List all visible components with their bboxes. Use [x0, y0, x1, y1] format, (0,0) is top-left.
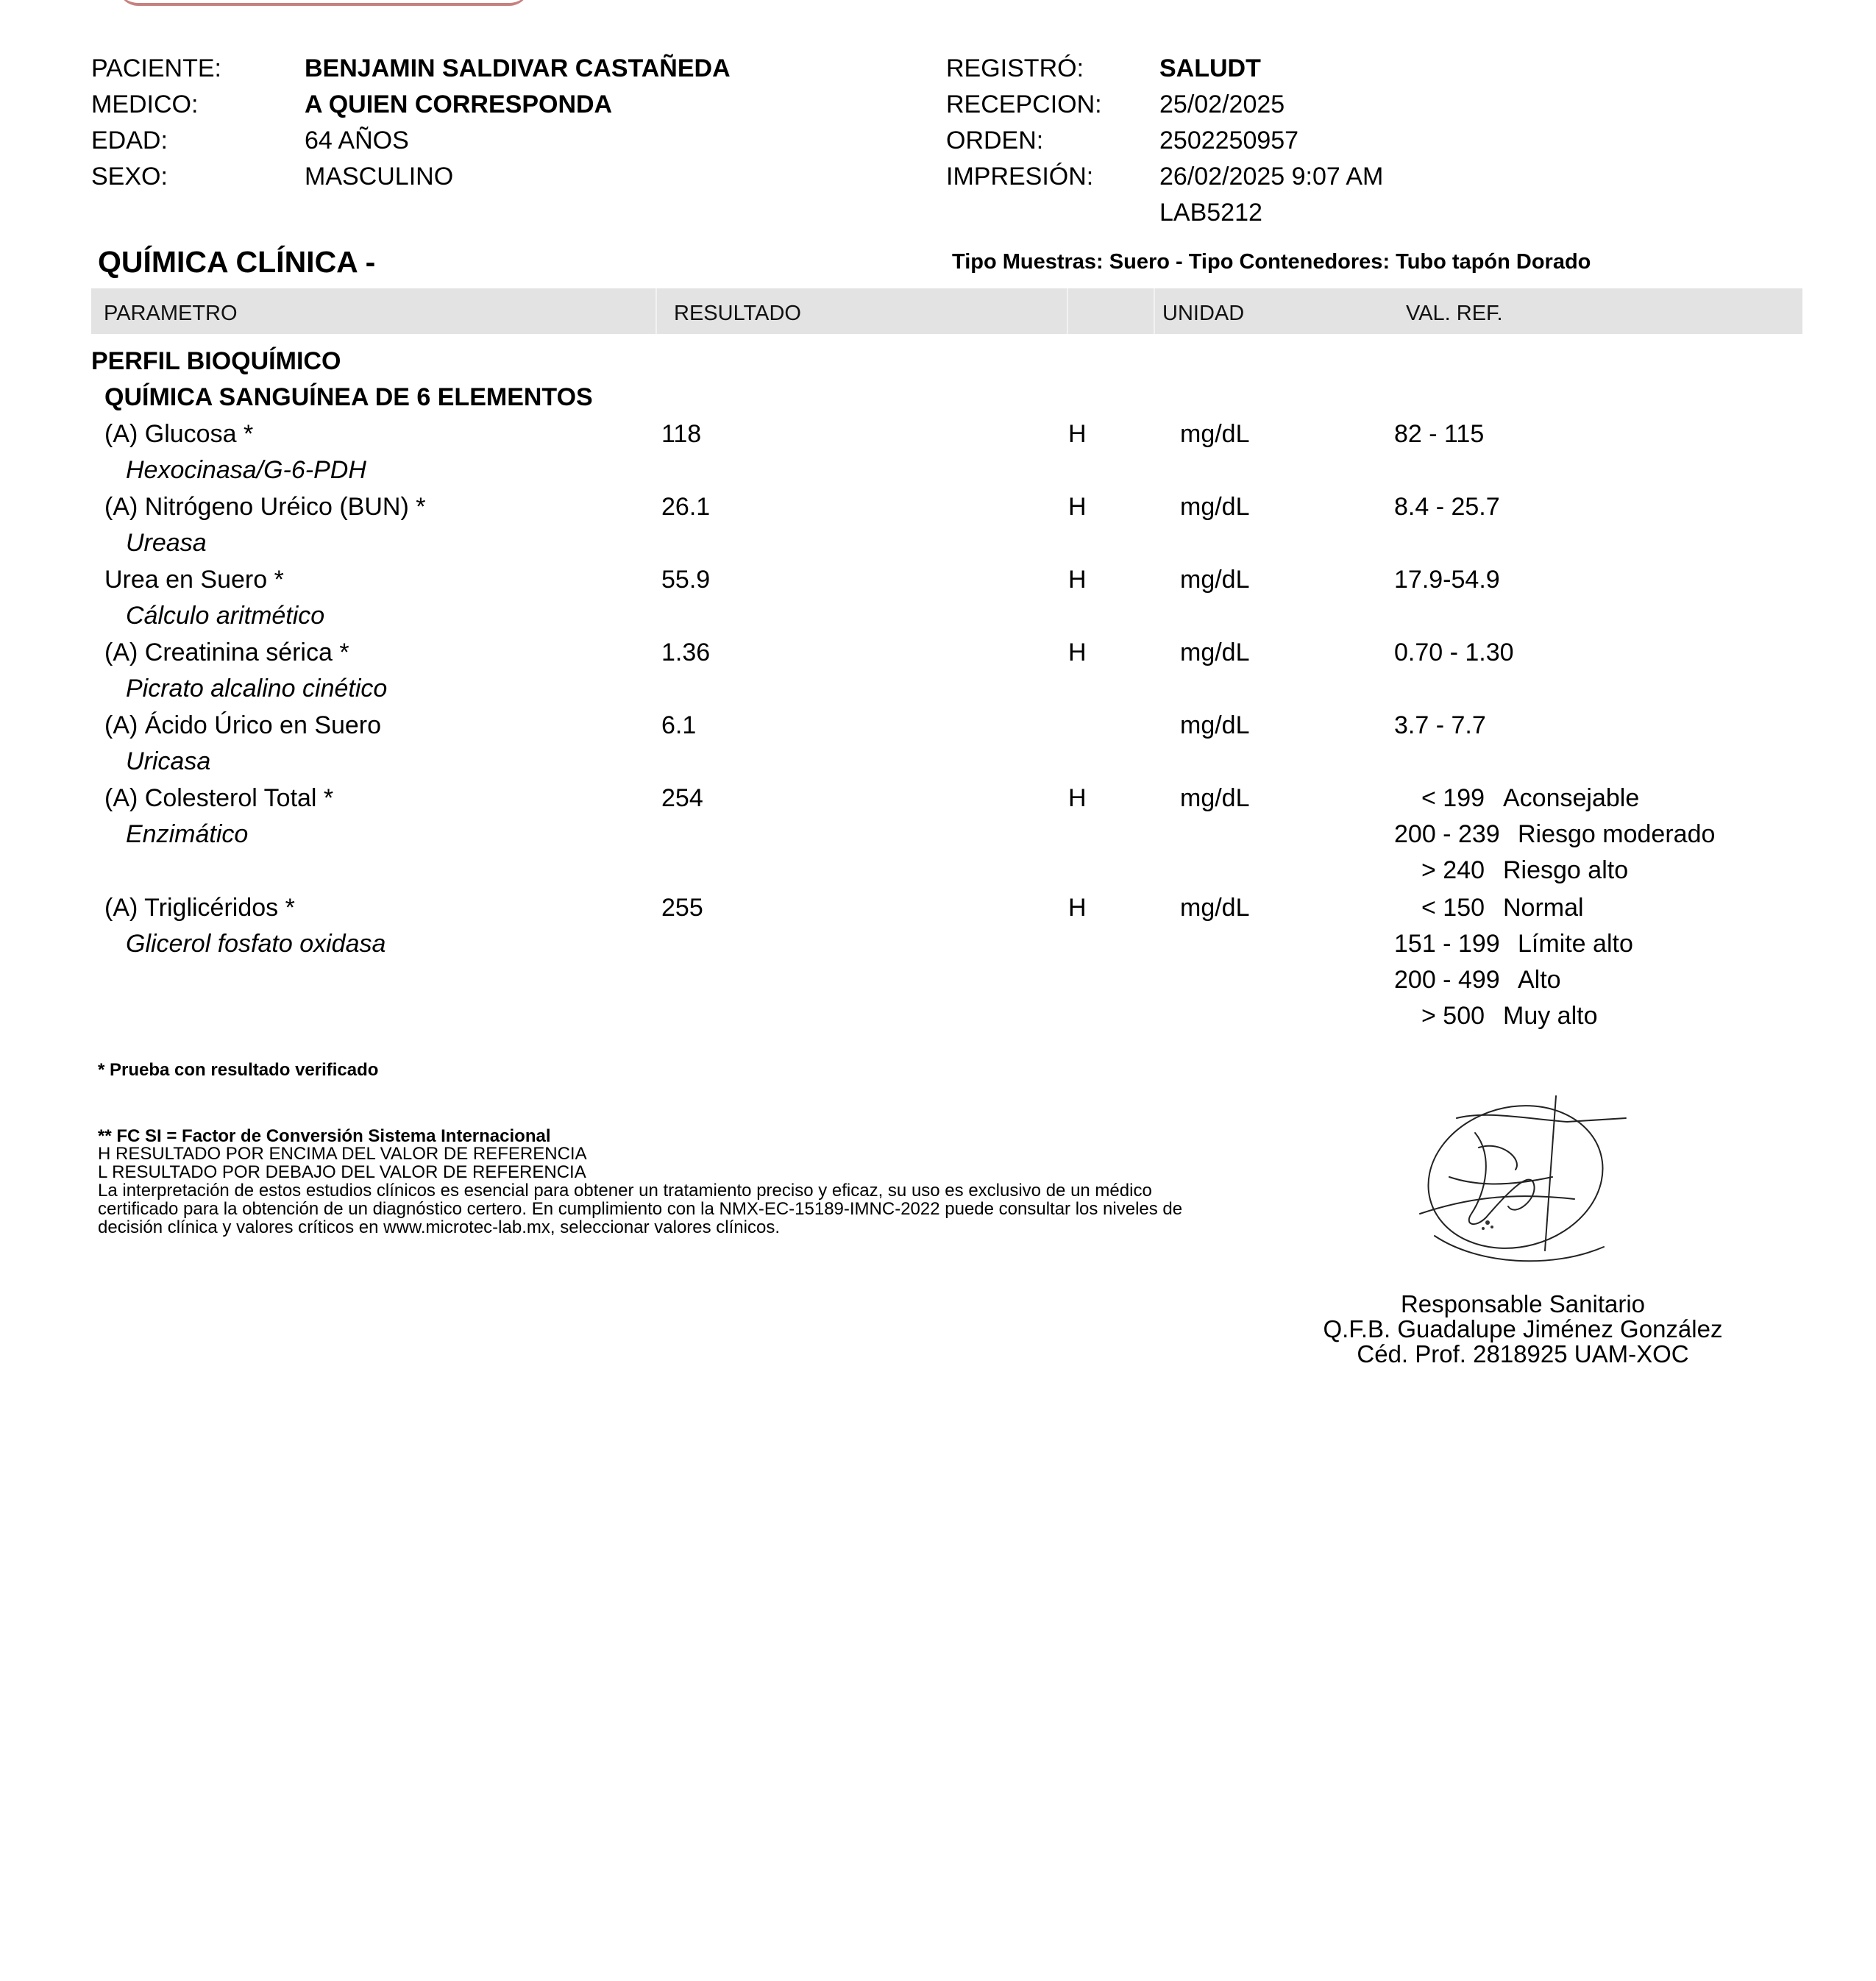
col-parametro: PARAMETRO	[104, 302, 238, 325]
high-flag-note: H RESULTADO POR ENCIMA DEL VALOR DE REFERENCIA	[98, 1144, 587, 1164]
test-unit: mg/dL	[1180, 420, 1250, 448]
test-method: Picrato alcalino cinético	[126, 675, 388, 703]
test-unit: mg/dL	[1180, 711, 1250, 739]
test-unit: mg/dL	[1180, 639, 1250, 666]
test-ref-range: 82 - 115	[1394, 420, 1485, 448]
test-result: 6.1	[661, 711, 697, 739]
test-unit: mg/dL	[1180, 566, 1250, 594]
doctor-name: A QUIEN CORRESPONDA	[305, 90, 613, 118]
panel-title: QUÍMICA SANGUÍNEA DE 6 ELEMENTOS	[104, 383, 593, 411]
column-divider	[1067, 288, 1068, 334]
test-result: 55.9	[661, 566, 711, 594]
test-method: Hexocinasa/G-6-PDH	[126, 456, 366, 484]
order-label: ORDEN:	[946, 127, 1044, 154]
disclaimer-line: La interpretación de estos estudios clínicos es esencial para obtener un tratamiento preciso y eficaz, su uso es exclusivo de un médico	[98, 1181, 1152, 1201]
print-datetime: 26/02/2025 9:07 AM	[1159, 163, 1384, 191]
signature-block	[1265, 1292, 1780, 1367]
fcsi-note: ** FC SI = Factor de Conversión Sistema Internacional	[98, 1126, 551, 1146]
test-name: Urea en Suero *	[104, 566, 284, 594]
reception-label: RECEPCION:	[946, 90, 1102, 118]
column-header-bar	[91, 288, 1802, 334]
test-method: Uricasa	[126, 747, 211, 775]
signatory-license: Céd. Prof. 2818925 UAM-XOC	[1357, 1340, 1689, 1368]
patient-name: BENJAMIN SALDIVAR CASTAÑEDA	[305, 54, 731, 82]
sex-label: SEXO:	[91, 163, 168, 191]
test-name: (A) Glucosa *	[104, 420, 254, 448]
age-label: EDAD:	[91, 127, 168, 154]
test-unit: mg/dL	[1180, 784, 1250, 812]
test-ref-range: 17.9-54.9	[1394, 566, 1500, 594]
disclaimer-line: decisión clínica y valores críticos en www.microtec-lab.mx, seleccionar valores clínicos.	[98, 1217, 780, 1237]
test-method: Glicerol fosfato oxidasa	[126, 930, 386, 958]
signatory-name: Q.F.B. Guadalupe Jiménez González	[1323, 1315, 1723, 1342]
sex-value: MASCULINO	[305, 163, 454, 191]
test-ref-range: 151 - 199	[1394, 930, 1500, 958]
test-method: Ureasa	[126, 529, 207, 557]
patient-label: PACIENTE:	[91, 54, 221, 82]
test-result: 26.1	[661, 493, 711, 521]
test-flag: H	[1068, 894, 1087, 922]
col-unidad: UNIDAD	[1162, 302, 1245, 325]
test-ref-range: 8.4 - 25.7	[1394, 493, 1500, 521]
test-method: Enzimático	[126, 820, 249, 848]
test-ref-label: Muy alto	[1503, 1002, 1598, 1030]
test-result: 255	[661, 894, 703, 922]
signatory-role: Responsable Sanitario	[1400, 1290, 1646, 1317]
column-divider	[1154, 288, 1155, 334]
low-flag-note: L RESULTADO POR DEBAJO DEL VALOR DE REFERENCIA	[98, 1162, 586, 1182]
test-name: (A) Ácido Úrico en Suero	[104, 711, 382, 739]
section-title: QUÍMICA CLÍNICA -	[98, 245, 376, 279]
test-ref-range: > 500	[1421, 1002, 1485, 1030]
registered-label: REGISTRÓ:	[946, 54, 1084, 82]
test-name: (A) Creatinina sérica *	[104, 639, 349, 666]
test-name: (A) Nitrógeno Uréico (BUN) *	[104, 493, 426, 521]
test-ref-range: 0.70 - 1.30	[1394, 639, 1514, 666]
test-flag: H	[1068, 493, 1087, 521]
reception-date: 25/02/2025	[1159, 90, 1285, 118]
test-ref-label: Riesgo moderado	[1518, 820, 1716, 848]
lab-code: LAB5212	[1159, 199, 1262, 227]
col-resultado: RESULTADO	[674, 302, 801, 325]
test-flag: H	[1068, 784, 1087, 812]
test-method: Cálculo aritmético	[126, 602, 325, 630]
sample-info: Tipo Muestras: Suero - Tipo Contenedores: Tubo tapón Dorado	[952, 250, 1591, 274]
test-ref-range: > 240	[1421, 856, 1485, 884]
signature-image	[1405, 1089, 1641, 1280]
doctor-label: MEDICO:	[91, 90, 199, 118]
test-ref-label: Riesgo alto	[1503, 856, 1629, 884]
test-ref-label: Alto	[1518, 966, 1561, 994]
test-result: 1.36	[661, 639, 711, 666]
test-ref-label: Límite alto	[1518, 930, 1633, 958]
test-ref-range: 200 - 239	[1394, 820, 1500, 848]
test-flag: H	[1068, 639, 1087, 666]
test-result: 254	[661, 784, 703, 812]
verified-note: * Prueba con resultado verificado	[98, 1060, 379, 1080]
test-flag: H	[1068, 420, 1087, 448]
lab-logo-fragment	[118, 0, 530, 6]
test-unit: mg/dL	[1180, 894, 1250, 922]
test-ref-range: < 150	[1421, 894, 1485, 922]
test-name: (A) Colesterol Total *	[104, 784, 334, 812]
disclaimer-line: certificado para la obtención de un diagnóstico certero. En cumplimiento con la NMX-EC-15189-IMNC-2022 puede consultar los niveles de	[98, 1199, 1183, 1219]
test-flag: H	[1068, 566, 1087, 594]
test-name: (A) Triglicéridos *	[104, 894, 295, 922]
col-valref: VAL. REF.	[1406, 302, 1503, 325]
column-divider	[655, 288, 657, 334]
registered-value: SALUDT	[1159, 54, 1261, 82]
print-label: IMPRESIÓN:	[946, 163, 1094, 191]
age-value: 64 AÑOS	[305, 127, 409, 154]
test-ref-label: Aconsejable	[1503, 784, 1640, 812]
test-ref-range: < 199	[1421, 784, 1485, 812]
test-ref-range: 200 - 499	[1394, 966, 1500, 994]
test-result: 118	[661, 420, 702, 448]
profile-title: PERFIL BIOQUÍMICO	[91, 347, 341, 375]
test-ref-label: Normal	[1503, 894, 1584, 922]
test-unit: mg/dL	[1180, 493, 1250, 521]
order-number: 2502250957	[1159, 127, 1299, 154]
test-ref-range: 3.7 - 7.7	[1394, 711, 1486, 739]
